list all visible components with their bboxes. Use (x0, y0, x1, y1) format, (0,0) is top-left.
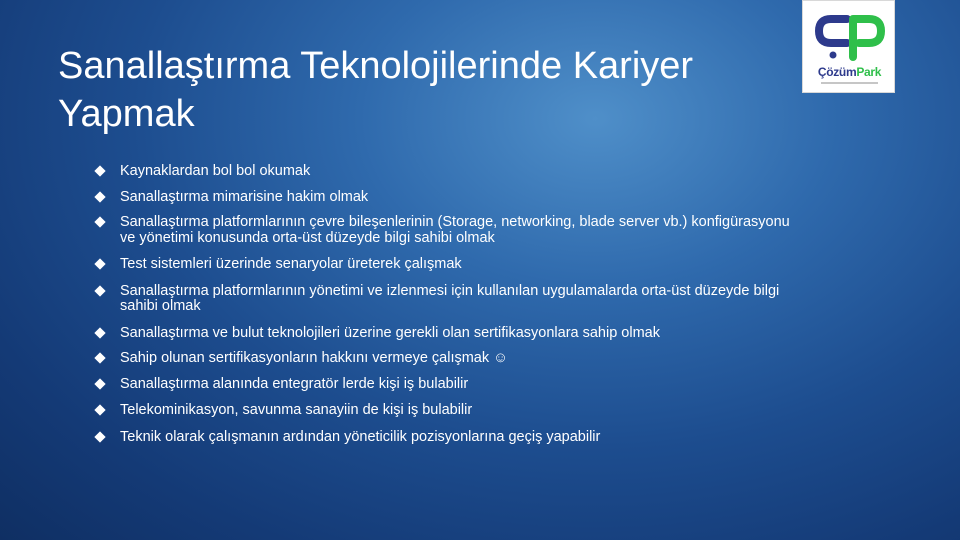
diamond-bullet-icon (94, 191, 105, 202)
slide-title: Sanallaştırma Teknolojilerinde Kariyer Yapmak (58, 45, 694, 135)
bullet-item: Kaynaklardan bol bol okumak (95, 164, 795, 180)
diamond-bullet-icon (94, 378, 105, 389)
bullet-item: Sanallaştırma platformlarının çevre bileşenlerinin (Storage, networking, blade server vb.) konfigürasyonu ve yönetimi konusunda orta-üst düzeyde bilgi sahibi olmak (95, 215, 795, 246)
bullet-item: Sahip olunan sertifikasyonların hakkını vermeye çalışmak ☺ (95, 351, 795, 367)
cozumpark-logo (802, 0, 895, 93)
bullet-list (95, 164, 795, 445)
bullet-item: Sanallaştırma alanında entegratör lerde kişi iş bulabilir (95, 377, 795, 393)
logo-wordmark: ÇözümPark (817, 65, 882, 79)
bullet-item: Sanallaştırma mimarisine hakim olmak (95, 190, 795, 206)
diamond-bullet-icon (94, 165, 105, 176)
diamond-bullet-icon (94, 285, 105, 296)
bullet-item: Sanallaştırma ve bulut teknolojileri üzerine gerekli olan sertifikasyonlara sahip olmak (95, 326, 795, 342)
bullet-item: Sanallaştırma platformlarının yönetimi ve izlenmesi için kullanılan uygulamalarda orta-üst düzeyde bilgi sahibi olmak (95, 284, 795, 315)
bullet-item: Telekominikasyon, savunma sanayiin de kişi iş bulabilir (95, 403, 795, 419)
diamond-bullet-icon (94, 327, 105, 338)
diamond-bullet-icon (94, 352, 105, 363)
cozumpark-logo-icon (803, 1, 896, 65)
diamond-bullet-icon (94, 431, 105, 442)
bullet-item: Teknik olarak çalışmanın ardından yöneticilik pozisyonlarına geçiş yapabilir (95, 430, 795, 446)
diamond-bullet-icon (94, 258, 105, 269)
bullet-item: Test sistemleri üzerinde senaryolar üreterek çalışmak (95, 257, 795, 273)
logo-tagline-bar (821, 82, 878, 84)
diamond-bullet-icon (94, 216, 105, 227)
diamond-bullet-icon (94, 404, 105, 415)
